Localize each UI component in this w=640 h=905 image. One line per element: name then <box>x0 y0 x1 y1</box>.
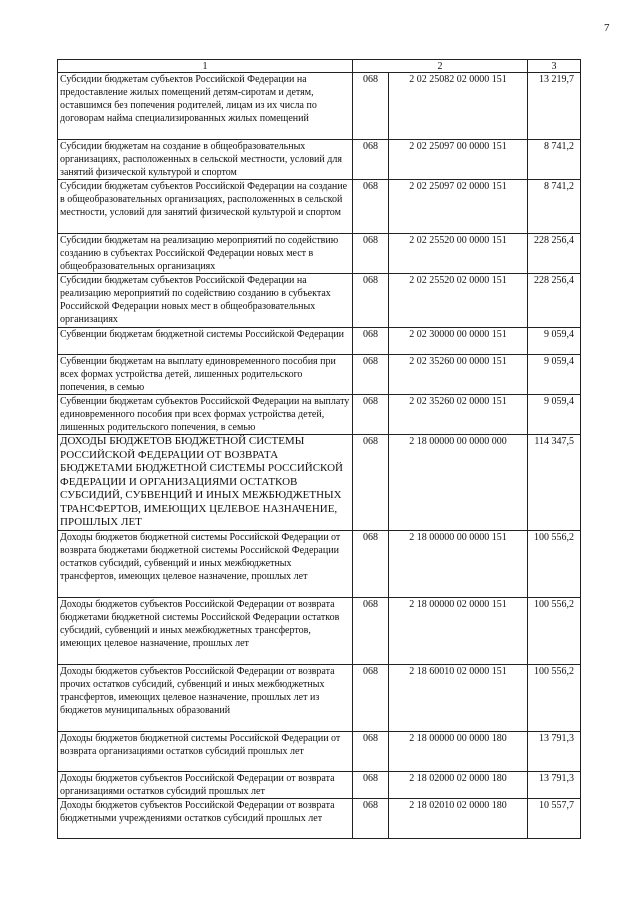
row-budget-classification-code: 2 18 02000 02 0000 180 <box>389 771 528 798</box>
table-row <box>58 435 581 531</box>
row-admin-code: 068 <box>353 798 389 838</box>
row-description: Доходы бюджетов бюджетной системы Российской Федерации от возврата организациями остатков субсидий прошлых лет <box>58 731 353 771</box>
table-header-row <box>58 60 581 73</box>
table-row <box>58 328 581 355</box>
table-row <box>58 597 581 664</box>
row-admin-code: 068 <box>353 731 389 771</box>
row-amount: 228 256,4 <box>528 234 581 274</box>
row-budget-classification-code: 2 18 00000 00 0000 180 <box>389 731 528 771</box>
row-amount: 114 347,5 <box>528 435 581 531</box>
row-budget-classification-code: 2 02 25082 02 0000 151 <box>389 73 528 140</box>
table-row <box>58 73 581 140</box>
row-budget-classification-code: 2 18 60010 02 0000 151 <box>389 664 528 731</box>
row-amount: 9 059,4 <box>528 395 581 435</box>
table-row <box>58 180 581 234</box>
table-row <box>58 234 581 274</box>
row-description: Субвенции бюджетам субъектов Российской Федерации на выплату единовременного пособия при всех формах устройства детей, лишенных родительского попечения, в семью <box>58 395 353 435</box>
row-budget-classification-code: 2 18 00000 02 0000 151 <box>389 597 528 664</box>
row-amount: 100 556,2 <box>528 597 581 664</box>
row-description: Субвенции бюджетам бюджетной системы Российской Федерации <box>58 328 353 355</box>
row-admin-code: 068 <box>353 664 389 731</box>
row-description: Доходы бюджетов субъектов Российской Федерации от возврата бюджетными учреждениями остатков субсидий прошлых лет <box>58 798 353 838</box>
row-admin-code: 068 <box>353 597 389 664</box>
row-description: Субсидии бюджетам на создание в общеобразовательных организациях, расположенных в сельской местности, условий для занятий физической культурой и спортом <box>58 140 353 180</box>
row-amount: 9 059,4 <box>528 355 581 395</box>
row-admin-code: 068 <box>353 234 389 274</box>
row-budget-classification-code: 2 18 00000 00 0000 151 <box>389 530 528 597</box>
header-col-3: 3 <box>528 60 581 73</box>
table-row <box>58 395 581 435</box>
row-budget-classification-code: 2 02 30000 00 0000 151 <box>389 328 528 355</box>
row-amount: 13 791,3 <box>528 771 581 798</box>
table-row <box>58 771 581 798</box>
row-amount: 13 791,3 <box>528 731 581 771</box>
row-budget-classification-code: 2 02 35260 02 0000 151 <box>389 395 528 435</box>
table-row <box>58 274 581 328</box>
row-description: Субсидии бюджетам субъектов Российской Федерации на создание в общеобразовательных организациях, расположенных в сельской местности, условий для занятий физической культурой и спортом <box>58 180 353 234</box>
row-description: Субсидии бюджетам на реализацию мероприятий по содействию созданию в субъектах Российской Федерации новых мест в общеобразовательных организациях <box>58 234 353 274</box>
row-budget-classification-code: 2 18 00000 00 0000 000 <box>389 435 528 531</box>
row-budget-classification-code: 2 02 25520 00 0000 151 <box>389 234 528 274</box>
row-admin-code: 068 <box>353 355 389 395</box>
table-row <box>58 798 581 838</box>
row-budget-classification-code: 2 02 25097 02 0000 151 <box>389 180 528 234</box>
row-description: Доходы бюджетов субъектов Российской Федерации от возврата прочих остатков субсидий, субвенций и иных межбюджетных трансфертов, имеющих целевое назначение, прошлых лет из бюджетов муниципальных образований <box>58 664 353 731</box>
row-admin-code: 068 <box>353 180 389 234</box>
row-description: Доходы бюджетов субъектов Российской Федерации от возврата бюджетами бюджетной системы Российской Федерации остатков субсидий, субвенций и иных межбюджетных трансфертов, имеющих целевое назначение, прошлых лет <box>58 597 353 664</box>
row-description: Доходы бюджетов субъектов Российской Федерации от возврата организациями остатков субсидий прошлых лет <box>58 771 353 798</box>
row-amount: 13 219,7 <box>528 73 581 140</box>
row-admin-code: 068 <box>353 530 389 597</box>
row-budget-classification-code: 2 02 25097 00 0000 151 <box>389 140 528 180</box>
row-description: Доходы бюджетов бюджетной системы Российской Федерации от возврата бюджетами бюджетной системы Российской Федерации остатков субсидий, субвенций и иных межбюджетных трансфертов, имеющих целевое назначение, прошлых лет <box>58 530 353 597</box>
row-amount: 100 556,2 <box>528 664 581 731</box>
row-admin-code: 068 <box>353 435 389 531</box>
row-budget-classification-code: 2 18 02010 02 0000 180 <box>389 798 528 838</box>
row-amount: 9 059,4 <box>528 328 581 355</box>
row-description: Субвенции бюджетам на выплату единовременного пособия при всех формах устройства детей, лишенных родительского попечения, в семью <box>58 355 353 395</box>
row-budget-classification-code: 2 02 35260 00 0000 151 <box>389 355 528 395</box>
row-amount: 228 256,4 <box>528 274 581 328</box>
row-description: ДОХОДЫ БЮДЖЕТОВ БЮДЖЕТНОЙ СИСТЕМЫ РОССИЙСКОЙ ФЕДЕРАЦИИ ОТ ВОЗВРАТА БЮДЖЕТАМИ БЮДЖЕТНОЙ СИСТЕМЫ РОССИЙСКОЙ ФЕДЕРАЦИИ И ОРГАНИЗАЦИЯМИ ОСТАТКОВ СУБСИДИЙ, СУБВЕНЦИЙ И ИНЫХ МЕЖБЮДЖЕТНЫХ ТРАНСФЕРТОВ, ИМЕЮЩИХ ЦЕЛЕВОЕ НАЗНАЧЕНИЕ, ПРОШЛЫХ ЛЕТ <box>58 435 353 531</box>
row-description: Субсидии бюджетам субъектов Российской Федерации на предоставление жилых помещений детям-сиротам и детям, оставшимся без попечения родителей, лицам из их числа по договорам найма специализированных жилых помещений <box>58 73 353 140</box>
row-admin-code: 068 <box>353 771 389 798</box>
table-row <box>58 664 581 731</box>
page-number: 7 <box>604 22 610 34</box>
row-admin-code: 068 <box>353 274 389 328</box>
table-row <box>58 355 581 395</box>
row-description: Субсидии бюджетам субъектов Российской Федерации на реализацию мероприятий по содействию созданию в субъектах Российской Федерации новых мест в общеобразовательных организациях <box>58 274 353 328</box>
row-admin-code: 068 <box>353 395 389 435</box>
header-col-1: 1 <box>58 60 353 73</box>
table-row <box>58 530 581 597</box>
row-admin-code: 068 <box>353 140 389 180</box>
row-admin-code: 068 <box>353 73 389 140</box>
row-budget-classification-code: 2 02 25520 02 0000 151 <box>389 274 528 328</box>
row-amount: 8 741,2 <box>528 180 581 234</box>
row-amount: 8 741,2 <box>528 140 581 180</box>
row-amount: 10 557,7 <box>528 798 581 838</box>
table-row <box>58 731 581 771</box>
budget-revenue-table <box>57 59 581 839</box>
row-amount: 100 556,2 <box>528 530 581 597</box>
row-admin-code: 068 <box>353 328 389 355</box>
header-col-2: 2 <box>353 60 528 73</box>
table-row <box>58 140 581 180</box>
